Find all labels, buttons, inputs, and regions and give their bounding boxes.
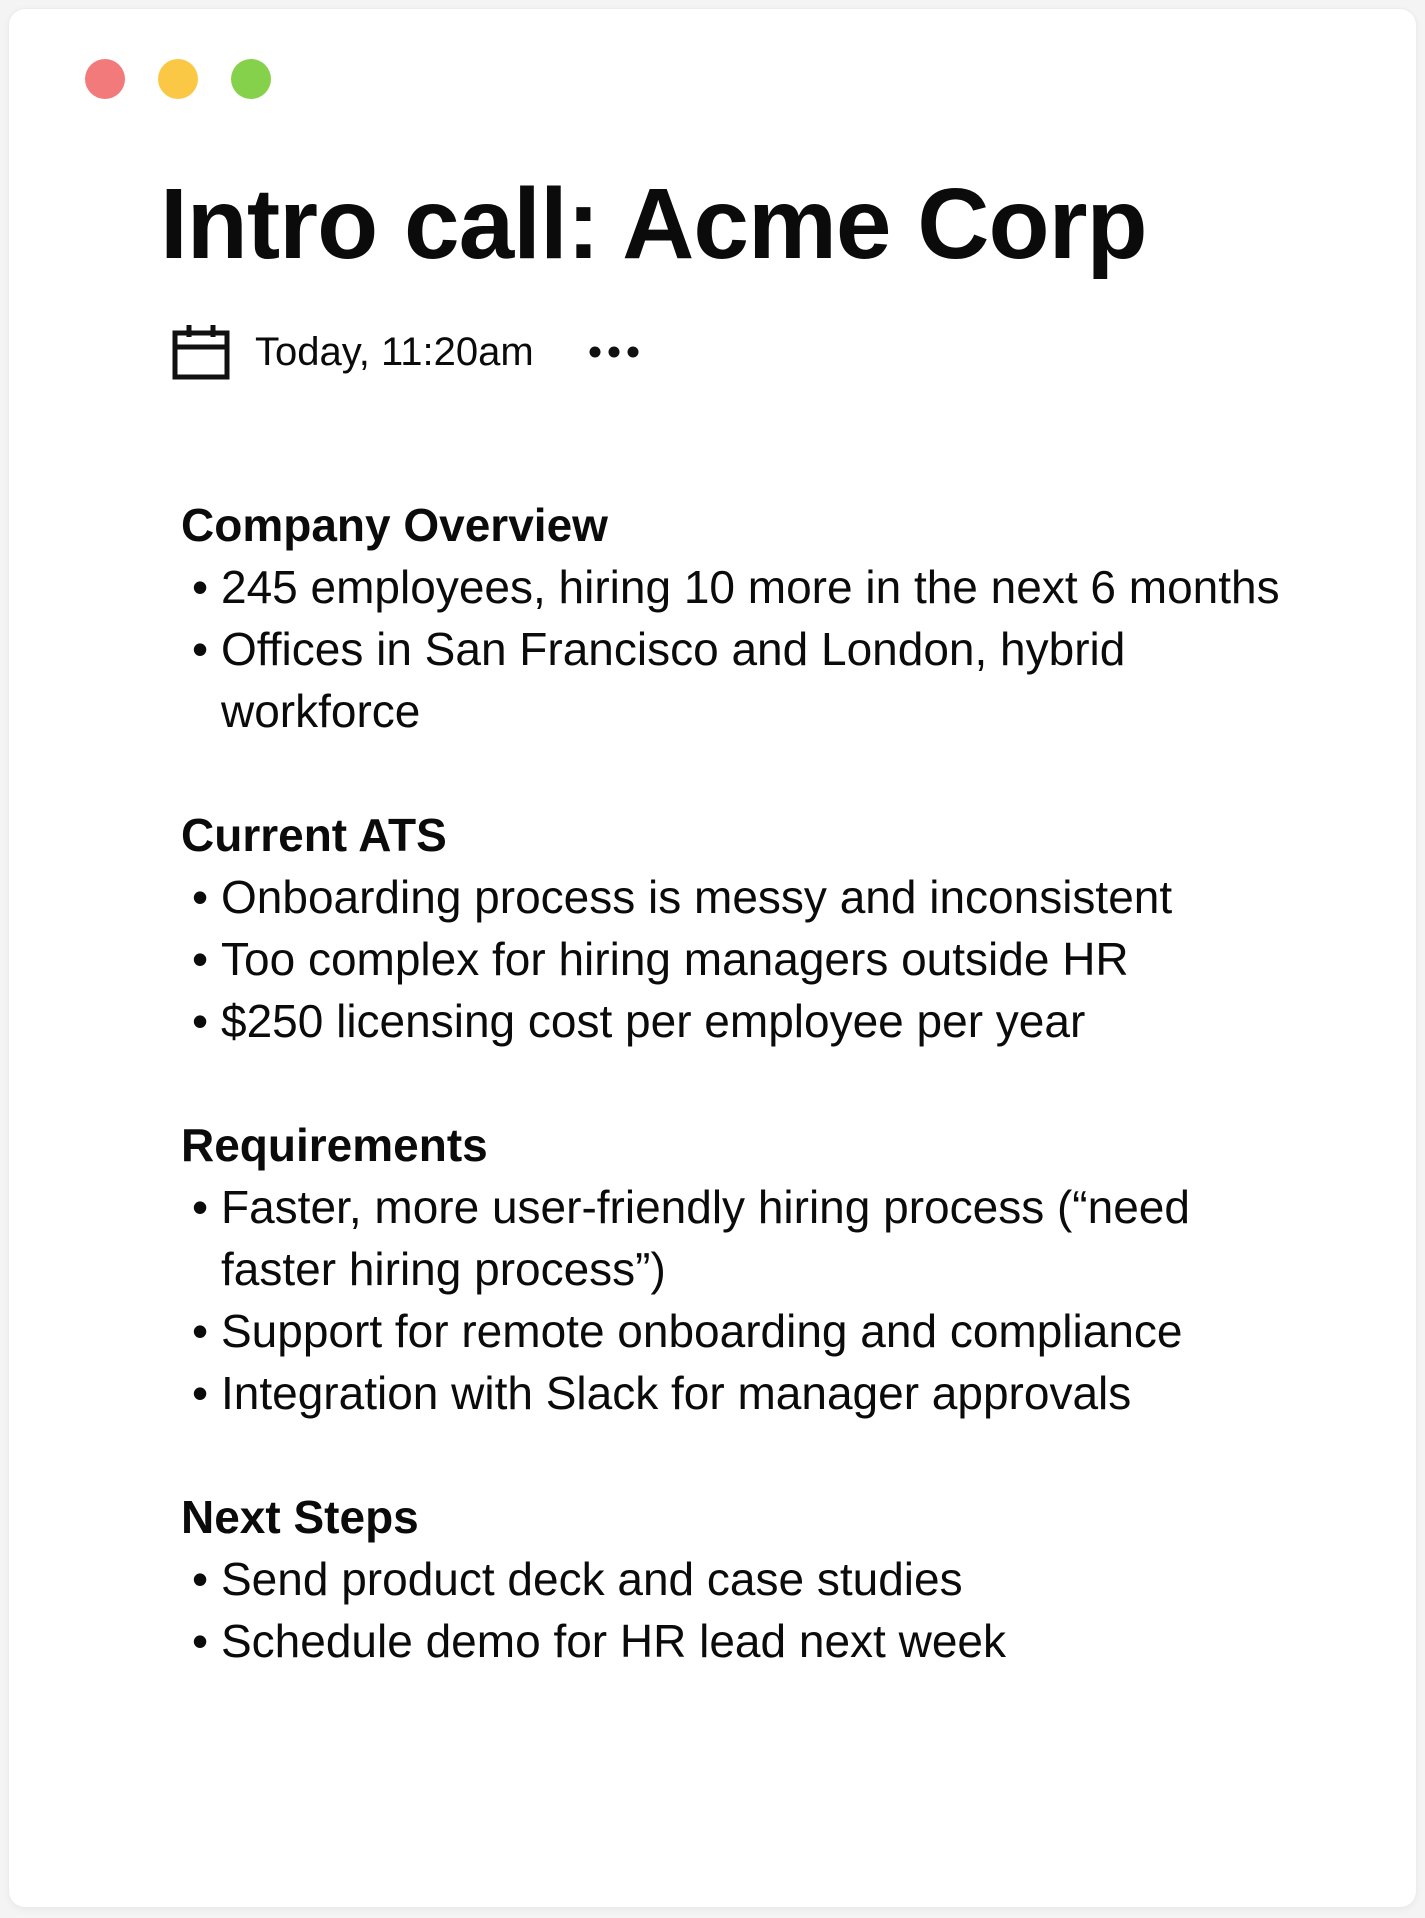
- bullet-list: [181, 556, 1281, 742]
- list-item: • Too complex for hiring managers outside HR: [192, 933, 1129, 985]
- more-options-icon[interactable]: [588, 345, 640, 359]
- bullet-list: [181, 866, 1281, 1052]
- section-current-ats: [181, 804, 1281, 1052]
- list-item: • Offices in San Francisco and London, hybrid workforce: [192, 623, 1126, 737]
- note-window: [9, 9, 1416, 1907]
- list-item: • Onboarding process is messy and inconsistent: [192, 871, 1173, 923]
- zoom-button[interactable]: [231, 59, 271, 99]
- section-requirements: [181, 1114, 1281, 1424]
- list-item: • $250 licensing cost per employee per year: [192, 995, 1086, 1047]
- note-meta: [172, 322, 640, 382]
- calendar-icon: [172, 323, 230, 381]
- section-title: Next Steps: [181, 1491, 419, 1543]
- list-item: • Schedule demo for HR lead next week: [192, 1615, 1006, 1667]
- section-title: Requirements: [181, 1119, 488, 1171]
- section-title: Current ATS: [181, 809, 447, 861]
- bullet-list: [181, 1176, 1281, 1424]
- minimize-button[interactable]: [158, 59, 198, 99]
- bullet-list: [181, 1548, 1281, 1672]
- section-next-steps: [181, 1486, 1281, 1672]
- close-button[interactable]: [85, 59, 125, 99]
- section-company-overview: [181, 494, 1281, 742]
- list-item: • Integration with Slack for manager approvals: [192, 1367, 1132, 1419]
- note-body[interactable]: [181, 494, 1281, 1734]
- list-item: • 245 employees, hiring 10 more in the next 6 months: [192, 561, 1280, 613]
- page-title: Intro call: Acme Corp: [160, 168, 1147, 280]
- list-item: • Faster, more user-friendly hiring process (“need faster hiring process”): [192, 1181, 1190, 1295]
- window-controls: [85, 59, 271, 99]
- list-item: • Send product deck and case studies: [192, 1553, 963, 1605]
- list-item: • Support for remote onboarding and compliance: [192, 1305, 1183, 1357]
- note-date: Today, 11:20am: [255, 329, 534, 374]
- section-title: Company Overview: [181, 499, 608, 551]
